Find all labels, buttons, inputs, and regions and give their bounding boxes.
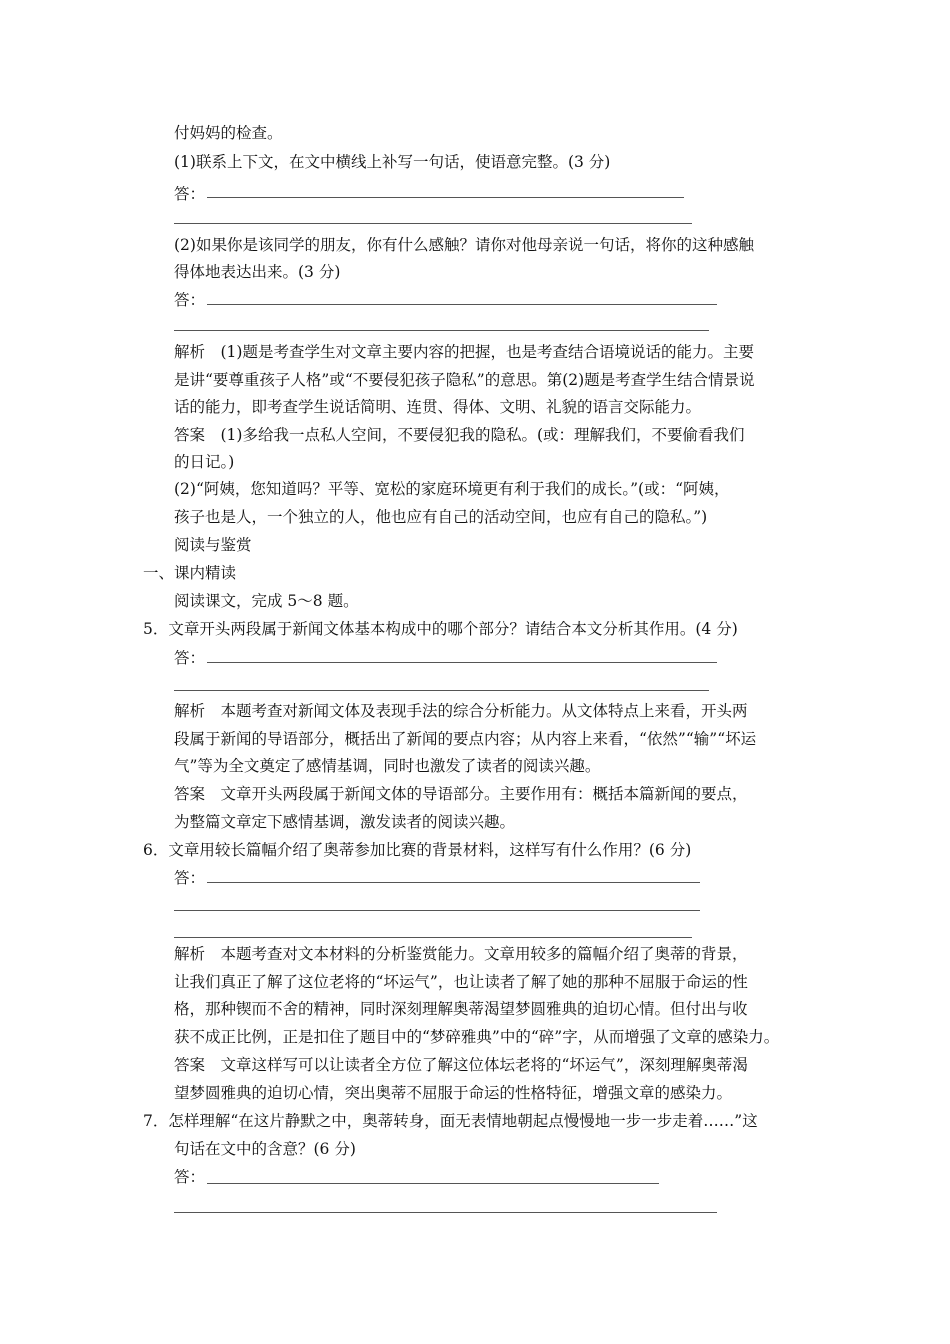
question-5-prompt: 5．文章开头两段属于新闻文体基本构成中的哪个部分？请结合本文分析其作用。(4 分) — [143, 620, 738, 638]
analysis-text: 获不成正比例，正是扣住了题目中的“梦碎雅典”中的“碎”字，从而增强了文章的感染力。 — [174, 1028, 780, 1046]
answer-line[interactable] — [174, 1212, 717, 1213]
question-2-prompt: (2)如果你是该同学的朋友，你有什么感触？请你对他母亲说一句话，将你的这种感触 — [174, 236, 754, 254]
answer-line[interactable] — [207, 882, 700, 883]
answer-text: 的日记。) — [174, 453, 235, 471]
answer-text: (2)“阿姨，您知道吗？平等、宽松的家庭环境更有利于我们的成长。”(或：“阿姨， — [174, 480, 730, 498]
answer-line[interactable] — [207, 662, 717, 663]
analysis-text: 气”等为全文奠定了感情基调，同时也激发了读者的阅读兴趣。 — [174, 757, 601, 775]
answer-text: 孩子也是人，一个独立的人，他也应有自己的活动空间，也应有自己的隐私。”) — [174, 508, 708, 526]
analysis-text: 解析 本题考查对文本材料的分析鉴赏能力。文章用较多的篇幅介绍了奥蒂的背景， — [174, 945, 748, 963]
answer-text: 答案 (1)多给我一点私人空间，不要侵犯我的隐私。(或：理解我们，不要偷看我们 — [174, 426, 745, 444]
question-7-prompt: 7．怎样理解“在这片静默之中，奥蒂转身，面无表情地朝起点慢慢地一步一步走着……”这 — [143, 1112, 758, 1130]
answer-text: 为整篇文章定下感情基调，激发读者的阅读兴趣。 — [174, 813, 516, 831]
answer-line[interactable] — [174, 223, 692, 224]
analysis-text: 是讲“要尊重孩子人格”或“不要侵犯孩子隐私”的意思。第(2)题是考查学生结合情景说 — [174, 371, 755, 389]
answer-text: 答案 文章这样写可以让读者全方位了解这位体坛老将的“坏运气”，深刻理解奥蒂渴 — [174, 1056, 748, 1074]
answer-line[interactable] — [174, 690, 709, 691]
instruction-text: 阅读课文，完成 5～8 题。 — [174, 592, 359, 610]
analysis-text: 让我们真正了解了这位老将的“坏运气”，也让读者了解了她的那种不屈服于命运的性 — [174, 973, 748, 991]
text-line: 付妈妈的检查。 — [174, 124, 283, 142]
question-2-prompt: 得体地表达出来。(3 分) — [174, 263, 341, 281]
analysis-text: 格，那种锲而不舍的精神，同时深刻理解奥蒂渴望梦圆雅典的迫切心情。但付出与收 — [174, 1000, 748, 1018]
answer-label: 答： — [174, 869, 206, 887]
answer-label: 答： — [174, 1168, 206, 1186]
answer-line[interactable] — [207, 197, 684, 198]
section-heading: 一、课内精读 — [143, 564, 237, 582]
question-6-prompt: 6．文章用较长篇幅介绍了奥蒂参加比赛的背景材料，这样写有什么作用？(6 分) — [143, 841, 692, 859]
answer-label: 答： — [174, 185, 206, 203]
question-1-prompt: (1)联系上下文，在文中横线上补写一句话，使语意完整。(3 分) — [174, 153, 611, 171]
analysis-text: 话的能力，即考查学生说话简明、连贯、得体、文明、礼貌的语言交际能力。 — [174, 398, 702, 416]
answer-line[interactable] — [174, 937, 692, 938]
analysis-text: 解析 (1)题是考查学生对文章主要内容的把握，也是考查结合语境说话的能力。主要 — [174, 343, 754, 361]
answer-line[interactable] — [174, 330, 709, 331]
answer-line[interactable] — [207, 304, 717, 305]
answer-label: 答： — [174, 649, 206, 667]
section-heading: 阅读与鉴赏 — [174, 536, 252, 554]
answer-line[interactable] — [207, 1183, 659, 1184]
answer-line[interactable] — [174, 910, 700, 911]
analysis-text: 解析 本题考查对新闻文体及表现手法的综合分析能力。从文体特点上来看，开头两 — [174, 702, 748, 720]
question-7-prompt: 句话在文中的含意？(6 分) — [174, 1140, 356, 1158]
answer-label: 答： — [174, 291, 206, 309]
answer-text: 答案 文章开头两段属于新闻文体的导语部分。主要作用有：概括本篇新闻的要点， — [174, 785, 748, 803]
analysis-text: 段属于新闻的导语部分，概括出了新闻的要点内容；从内容上来看，“依然”“输”“坏运 — [174, 730, 757, 748]
answer-text: 望梦圆雅典的迫切心情，突出奥蒂不屈服于命运的性格特征，增强文章的感染力。 — [174, 1084, 733, 1102]
